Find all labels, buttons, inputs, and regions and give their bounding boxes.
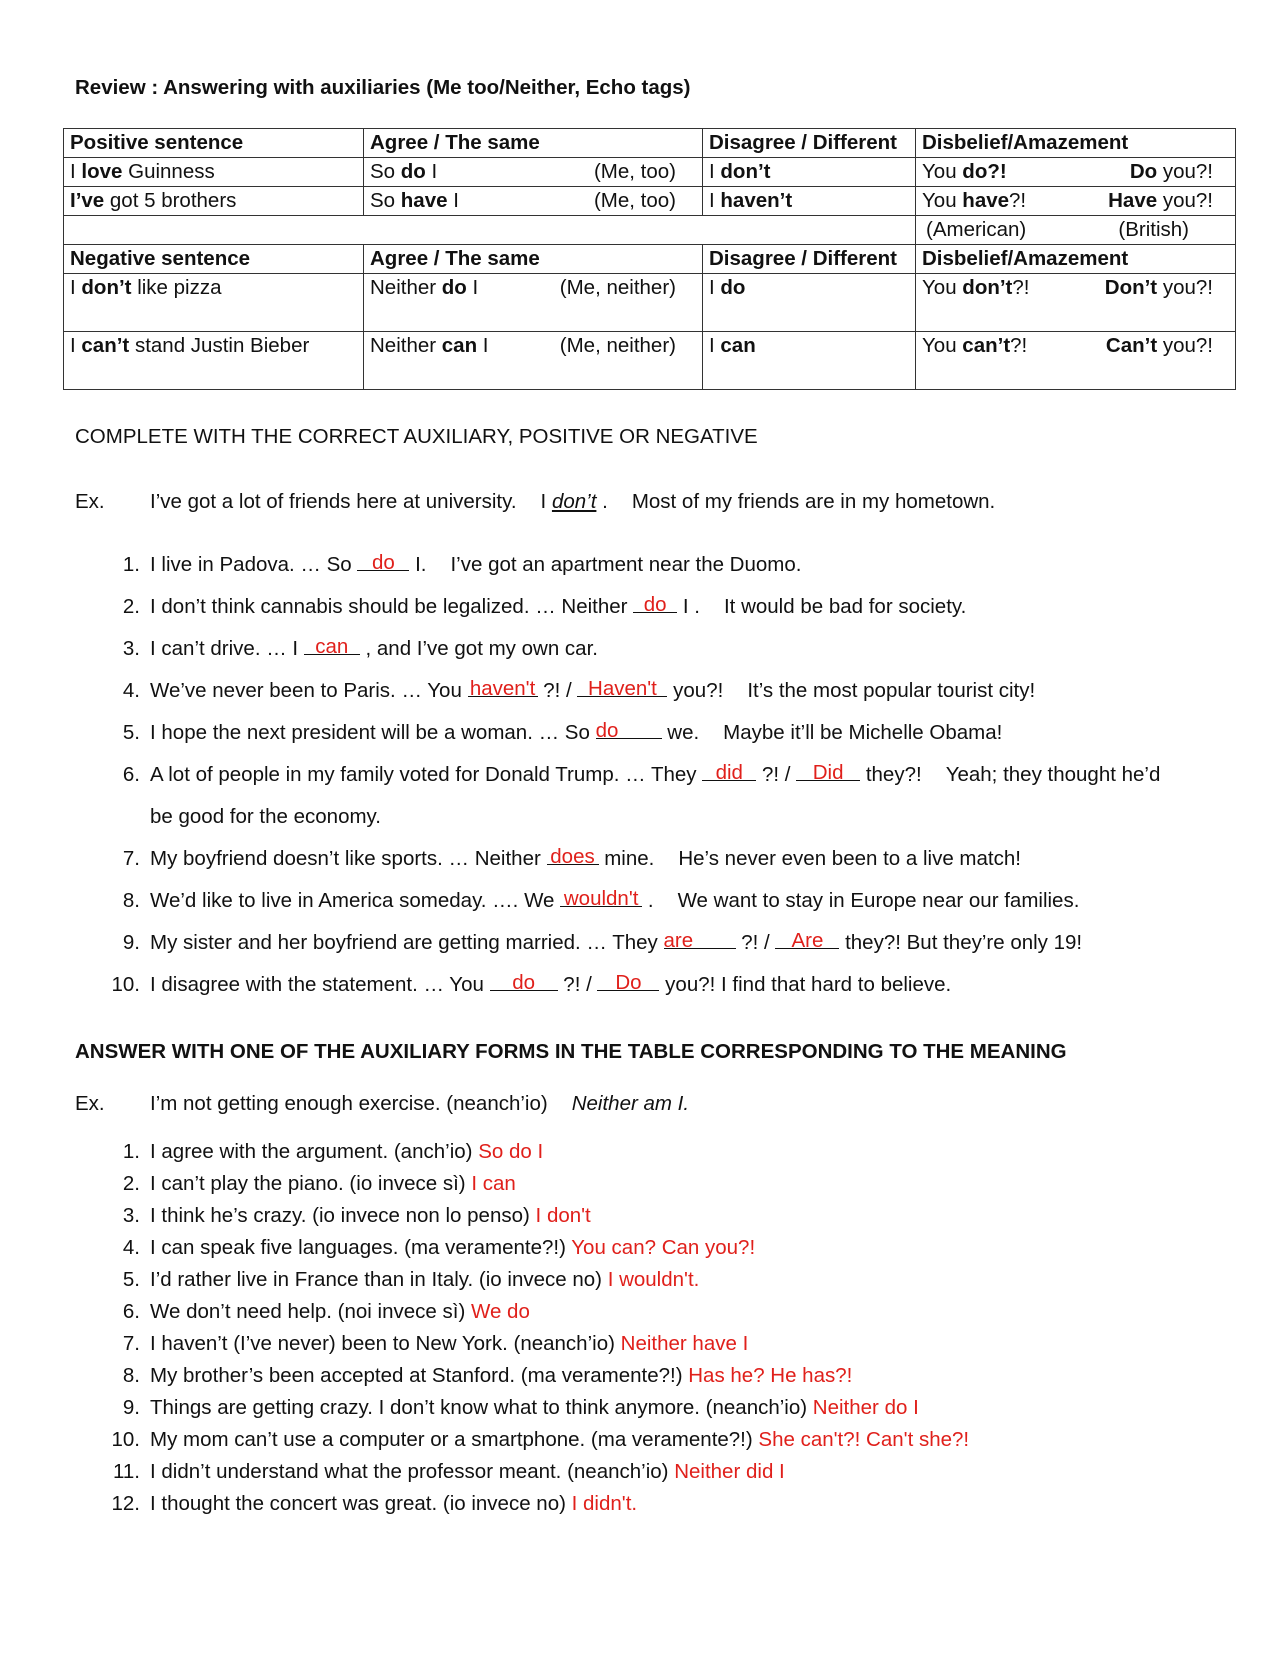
answer-text: do: [595, 719, 619, 742]
list-item: 6. A lot of people in my family voted for Donald Trump. … They did ?! / Did they?! Yeah; they thought he’d: [150, 754, 1160, 796]
list-item: 8. My brother’s been accepted at Stanford. (ma veramente?!) Has he? He has?!: [122, 1364, 853, 1387]
answer-text: Neither have I: [620, 1332, 749, 1355]
section2-heading: ANSWER WITH ONE OF THE AUXILIARY FORMS IN THE TABLE CORRESPONDING TO THE MEANING: [75, 1040, 1067, 1063]
answer-text: Has he? He has?!: [688, 1364, 853, 1387]
answer-text: haven't: [469, 677, 536, 700]
section2-example: Ex. I’m not getting enough exercise. (neanch’io) Neither am I.: [75, 1092, 690, 1115]
auxiliaries-table: [63, 128, 1236, 390]
answer-text: I don't: [535, 1204, 591, 1227]
header-cell: Negative sentence: [70, 247, 251, 270]
table-row: I can’t stand Justin Bieber Neither can I (Me, neither) I can You can’t?! Can’t you?!: [64, 332, 1236, 390]
header-cell: Disbelief/Amazement: [922, 247, 1129, 270]
list-item: 9. My sister and her boyfriend are getting married. … They are ?! / Are they?! But they’re only 19!: [150, 922, 1160, 964]
answer-text: does: [550, 845, 595, 868]
answer-text: did: [715, 761, 743, 784]
table-header-row: [64, 129, 1236, 158]
answer-text: are: [663, 929, 694, 952]
header-cell: Disagree / Different: [709, 131, 897, 154]
answer-text: Do: [615, 971, 642, 994]
header-cell: Agree / The same: [370, 131, 540, 154]
variant-american: (American): [926, 218, 1027, 241]
answer-text: Haven't: [588, 677, 657, 700]
answer-text: wouldn't: [563, 887, 639, 910]
answer-text: Neither did I: [674, 1460, 785, 1483]
list-item: 4. We’ve never been to Paris. … You haven't ?! / Haven't you?! It’s the most popular tourist city!: [150, 670, 1160, 712]
section1-list: [111, 544, 1161, 1006]
list-item: 2. I don’t think cannabis should be legalized. … Neither do I . It would be bad for society.: [150, 586, 1160, 628]
answer-text: We do: [470, 1300, 530, 1323]
list-item: 12. I thought the concert was great. (io invece no) I didn't.: [111, 1492, 638, 1515]
list-item: 11. I didn’t understand what the professor meant. (neanch’io) Neither did I: [113, 1460, 785, 1483]
answer-text: So do I: [478, 1140, 544, 1163]
header-cell: Agree / The same: [370, 247, 540, 270]
list-item: 3. I think he’s crazy. (io invece non lo penso) I don't: [122, 1204, 591, 1227]
page-title: Review : Answering with auxiliaries (Me too/Neither, Echo tags): [75, 76, 691, 99]
list-item: 9. Things are getting crazy. I don’t know what to think anymore. (neanch’io) Neither do I: [122, 1396, 919, 1419]
header-cell: Positive sentence: [70, 131, 244, 154]
answer-text: I wouldn't.: [607, 1268, 700, 1291]
answer-text: can: [315, 635, 349, 658]
list-item: 7. I haven’t (I’ve never) been to New York. (neanch’io) Neither have I: [122, 1332, 749, 1355]
list-item: 1. I agree with the argument. (anch’io) So do I: [122, 1140, 544, 1163]
list-item: 4. I can speak five languages. (ma veramente?!) You can? Can you?!: [122, 1236, 756, 1259]
answer-text: I can: [471, 1172, 516, 1195]
answer-text: Did: [812, 761, 844, 784]
answer-text: She can't?! Can't she?!: [758, 1428, 970, 1451]
table-row: I’ve got 5 brothers So have I (Me, too) I haven’t You have?! Have you?!: [64, 187, 1236, 216]
list-item: be good for the economy.: [150, 805, 381, 828]
list-item: 10. I disagree with the statement. … You do ?! / Do you?! I find that hard to believe.: [150, 964, 1160, 1006]
answer-text: do: [643, 593, 667, 616]
list-item: 6. We don’t need help. (noi invece sì) We do: [122, 1300, 530, 1323]
list-item: 7. My boyfriend doesn’t like sports. … Neither does mine. He’s never even been to a live match!: [150, 838, 1160, 880]
list-item: 5. I’d rather live in France than in Italy. (io invece no) I wouldn't.: [122, 1268, 700, 1291]
section1-heading: COMPLETE WITH THE CORRECT AUXILIARY, POSITIVE OR NEGATIVE: [75, 425, 758, 448]
answer-text: Neither do I: [812, 1396, 919, 1419]
variant-row: [64, 216, 1236, 245]
list-item: 2. I can’t play the piano. (io invece sì) I can: [122, 1172, 516, 1195]
section1-example: Ex. I’ve got a lot of friends here at university. I don’t . Most of my friends are in my hometown.: [75, 490, 996, 513]
answer-text: I didn't.: [571, 1492, 638, 1515]
answer-text: Are: [791, 929, 824, 952]
answer-text: do: [512, 971, 535, 994]
variant-british: (British): [1118, 218, 1189, 241]
list-item: 10. My mom can’t use a computer or a smartphone. (ma veramente?!) She can't?! Can't she?!: [111, 1428, 970, 1451]
answer-text: You can? Can you?!: [571, 1236, 756, 1259]
list-item: 1. I live in Padova. … So do I. I’ve got an apartment near the Duomo.: [150, 544, 1160, 586]
table-row: I don’t like pizza Neither do I (Me, neither) I do You don’t?! Don’t you?!: [64, 274, 1236, 332]
header-cell: Disbelief/Amazement: [922, 131, 1129, 154]
list-item: 8. We’d like to live in America someday. …. We wouldn't . We want to stay in Europe near our families.: [150, 880, 1160, 922]
table-header-row: [64, 245, 1236, 274]
list-item: 5. I hope the next president will be a woman. … So do we. Maybe it’ll be Michelle Obama!: [150, 712, 1160, 754]
header-cell: Disagree / Different: [709, 247, 897, 270]
table-row: I love Guinness So do I (Me, too) I don’t You do?! Do you?!: [64, 158, 1236, 187]
list-item: 3. I can’t drive. … I can , and I’ve got my own car.: [150, 628, 1160, 670]
section2-list: [111, 1136, 970, 1520]
answer-text: do: [371, 551, 395, 574]
